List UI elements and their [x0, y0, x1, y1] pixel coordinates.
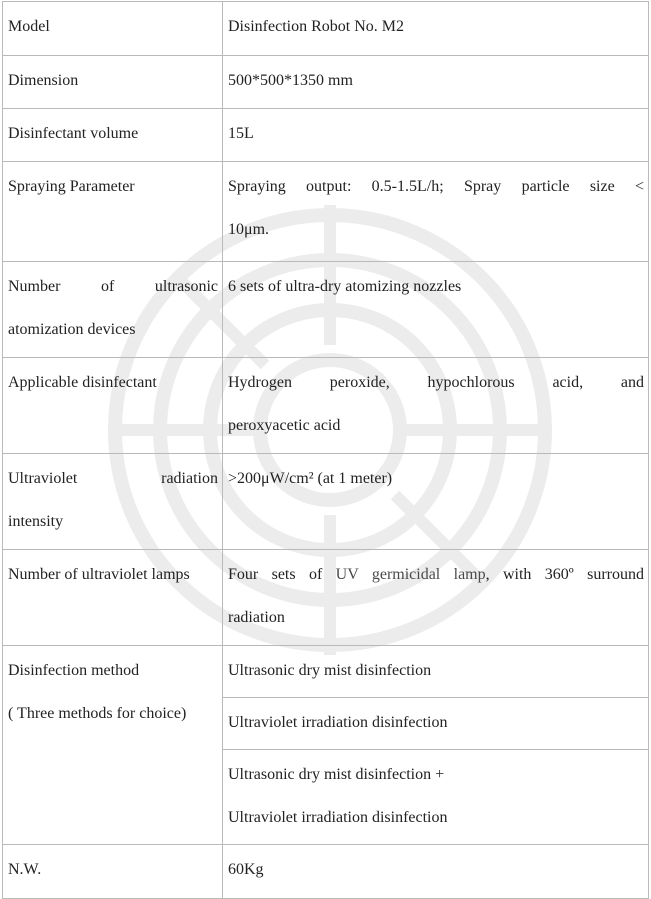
value-uv-lamps-line1 — [228, 553, 644, 596]
table-row-method-option1 — [3, 646, 649, 698]
label-method-line1: Disinfection method — [8, 662, 140, 679]
label-spraying: Spraying Parameter — [3, 162, 223, 262]
value-spraying — [223, 162, 649, 262]
value-uv-intensity: >200μW/cm² (at 1 meter) — [223, 454, 649, 550]
label-uv-intensity — [3, 454, 223, 550]
label-atomization-line1: Number of ultrasonic — [8, 278, 218, 295]
table-row-nw — [3, 845, 649, 899]
value-model: Disinfection Robot No. M2 — [223, 2, 649, 56]
value-applicable-line2: peroxyacetic acid — [228, 417, 341, 434]
value-nw: 60Kg — [223, 845, 649, 899]
label-uv-lamps: Number of ultraviolet lamps — [3, 550, 223, 646]
value-atomization: 6 sets of ultra-dry atomizing nozzles — [223, 262, 649, 358]
spec-table — [2, 1, 649, 899]
label-method-line2: ( Three methods for choice) — [8, 705, 187, 722]
value-dimension: 500*500*1350 mm — [223, 56, 649, 109]
label-volume: Disinfectant volume — [3, 109, 223, 162]
value-method-option1: Ultrasonic dry mist disinfection — [223, 646, 649, 698]
table-row-model — [3, 2, 649, 56]
value-uv-lamps — [223, 550, 649, 646]
value-method-option3-line1: Ultrasonic dry mist disinfection + — [228, 766, 445, 783]
value-method-option3 — [223, 750, 649, 845]
label-atomization-line2: atomization devices — [8, 321, 136, 338]
table-row-uv-lamps — [3, 550, 649, 646]
value-uv-lamps-post: , with 360º surround — [485, 566, 644, 583]
value-applicable-line1: Hydrogen peroxide, hypochlorous acid, and — [228, 374, 644, 391]
label-nw: N.W. — [3, 845, 223, 899]
label-dimension: Dimension — [3, 56, 223, 109]
value-volume: 15L — [223, 109, 649, 162]
label-applicable: Applicable disinfectant — [3, 358, 223, 454]
table-row-applicable — [3, 358, 649, 454]
label-atomization — [3, 262, 223, 358]
value-spraying-line2: 10μm. — [228, 221, 270, 238]
value-spraying-line1: Spraying output: 0.5-1.5L/h; Spray particle size < — [228, 178, 644, 195]
table-row-atomization — [3, 262, 649, 358]
value-applicable — [223, 358, 649, 454]
value-method-option2: Ultraviolet irradiation disinfection — [223, 698, 649, 750]
table-row-dimension — [3, 56, 649, 109]
value-uv-lamps-line2: radiation — [228, 609, 285, 626]
label-model: Model — [3, 2, 223, 56]
value-uv-lamps-pre: Four sets of — [228, 566, 336, 583]
table-row-uv-intensity — [3, 454, 649, 550]
table-row-volume — [3, 109, 649, 162]
label-uv-intensity-line2: intensity — [8, 513, 64, 530]
uv-germicidal-lamp-link[interactable]: UV germicidal lamp — [335, 566, 486, 583]
label-uv-intensity-line1: Ultraviolet radiation — [8, 470, 218, 487]
label-method — [3, 646, 223, 845]
table-row-spraying — [3, 162, 649, 262]
value-method-option3-line2: Ultraviolet irradiation disinfection — [228, 809, 448, 826]
